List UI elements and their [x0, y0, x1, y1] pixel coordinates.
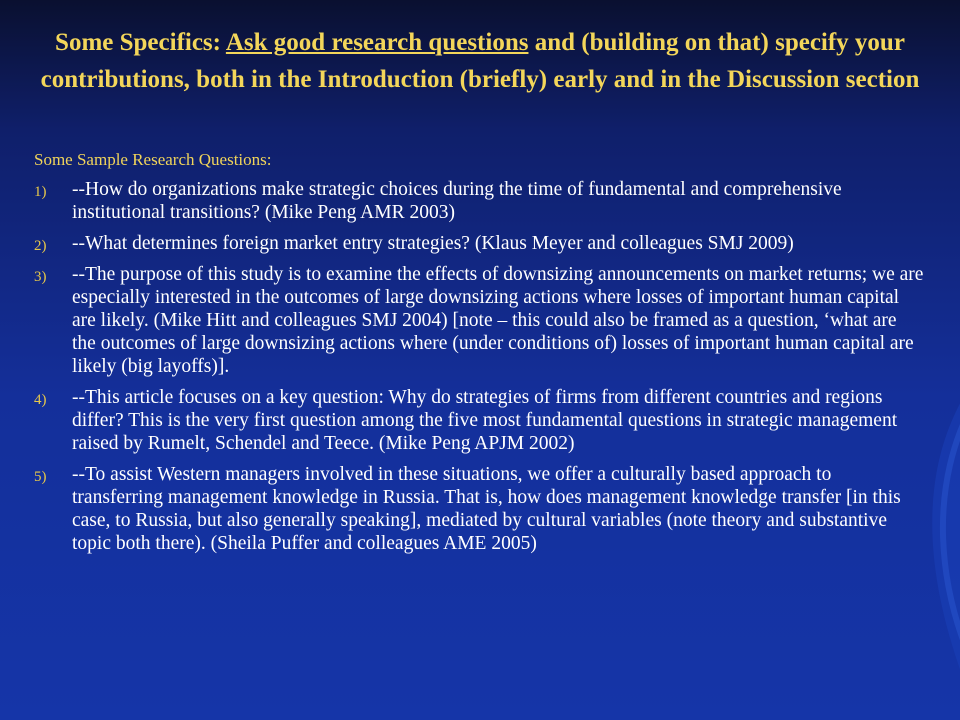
item-number: 1) — [34, 184, 47, 200]
title-underlined-phrase: Ask good research questions — [225, 29, 529, 56]
item-text: --This article focuses on a key question: Why do strategies of firms from different countries and regions differ? This is the very first question among the five most fundamental questions in strategic management raised by Rumelt, Schendel and Teece. (Mike Peng APJM 2002) — [72, 387, 898, 454]
title-suffix: and (building on that) specify your contributions, both in the Introduction (briefly) early and in the Discussion section — [40, 29, 920, 93]
list-item — [34, 463, 924, 555]
research-questions-list — [34, 178, 924, 563]
title-prefix: Some Specifics: — [55, 29, 226, 56]
list-item — [34, 386, 924, 455]
item-text: --What determines foreign market entry strategies? (Klaus Meyer and colleagues SMJ 2009) — [72, 233, 794, 254]
item-number: 2) — [34, 238, 47, 254]
item-text: --To assist Western managers involved in these situations, we offer a culturally based approach to transferring management knowledge in Russia. That is, how does management knowledge transfer [in this case, to Russia, but also generally speaking], mediated by cultural variables (note theory and substantive topic both there). (Sheila Puffer and colleagues AME 2005) — [72, 464, 901, 554]
slide-title — [10, 24, 950, 98]
list-item — [34, 178, 924, 224]
item-number: 5) — [34, 469, 47, 485]
list-item — [34, 232, 924, 255]
item-number: 3) — [34, 269, 47, 285]
item-number: 4) — [34, 392, 47, 408]
subheading: Some Sample Research Questions: — [34, 150, 272, 169]
list-item — [34, 263, 924, 378]
item-text: --How do organizations make strategic choices during the time of fundamental and comprehensive institutional transitions? (Mike Peng AMR 2003) — [72, 179, 842, 223]
item-text: --The purpose of this study is to examine the effects of downsizing announcements on market returns; we are especially interested in the outcomes of large downsizing actions where losses of important human capital are likely. (Mike Hitt and colleagues SMJ 2004) [note – this could also be framed as a question, ‘what are the outcomes of large downsizing actions where (under conditions of) losses of important human capital are likely (big layoffs)]. — [72, 264, 924, 377]
